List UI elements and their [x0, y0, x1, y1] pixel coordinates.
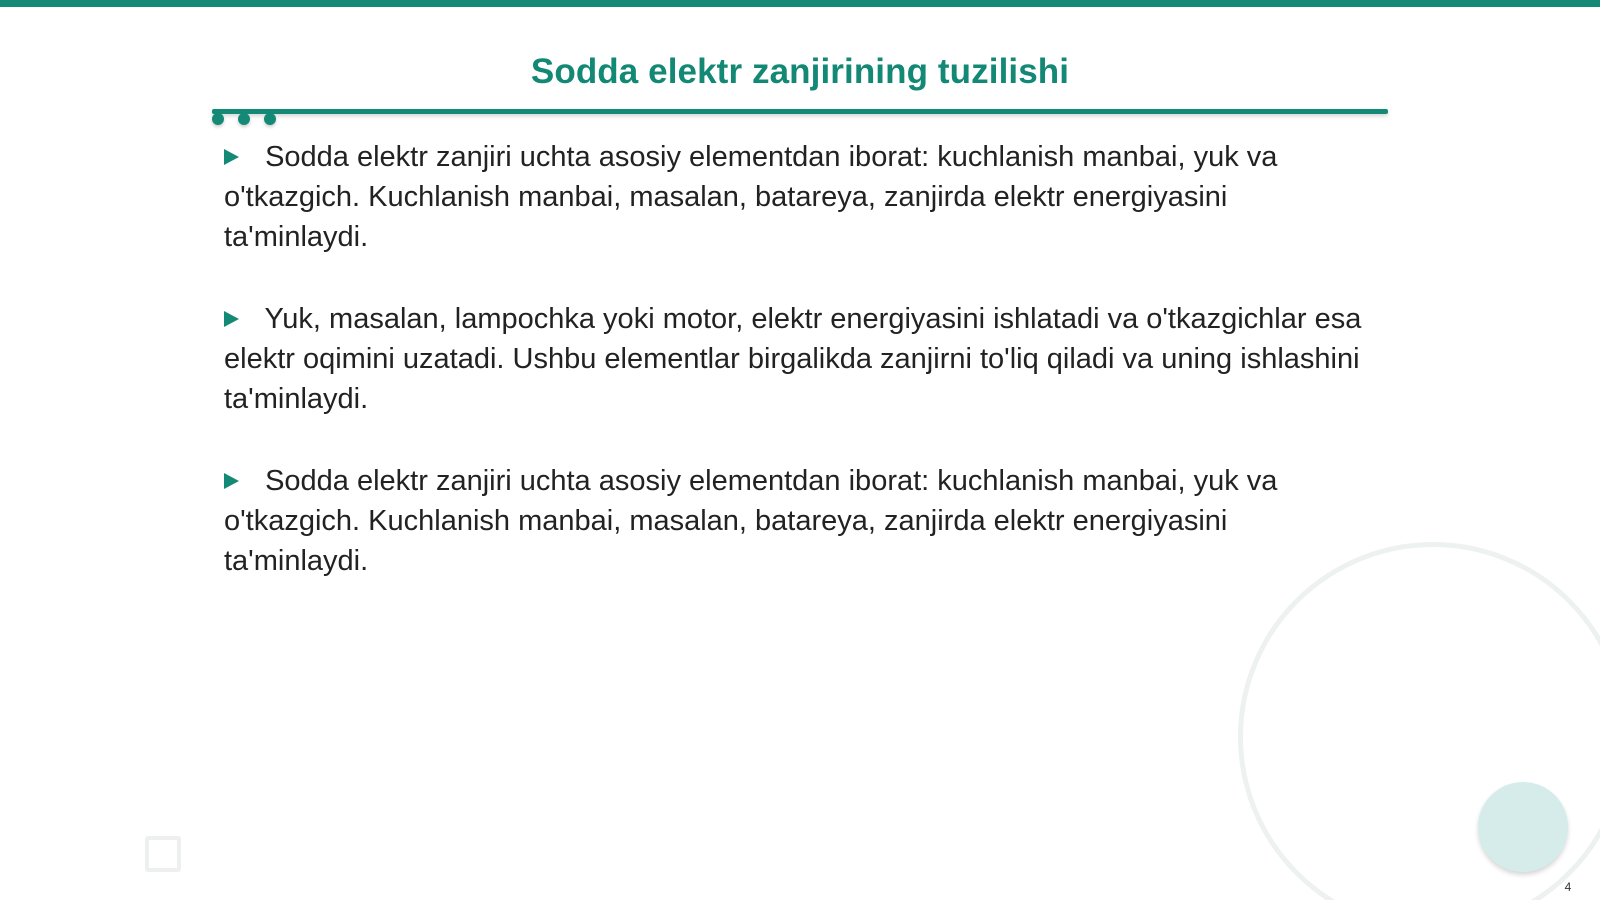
- triangle-right-icon: [224, 149, 239, 165]
- bullet-text: Sodda elektr zanjiri uchta asosiy elementdan iborat: kuchlanish manbai, yuk va o'tkazgich. Kuchlanish manbai, masalan, batareya, zanjirda elektr energiyasini ta'minlaydi.: [224, 141, 1278, 253]
- title-divider-dot-2: [238, 113, 250, 125]
- decorative-square: [145, 836, 181, 872]
- title-divider-dot-3: [264, 113, 276, 125]
- bullet-item: [224, 461, 1372, 581]
- triangle-right-icon: [224, 473, 239, 489]
- title-divider-dot-1: [212, 113, 224, 125]
- bullet-item: [224, 137, 1372, 257]
- slide-title: Sodda elektr zanjirining tuzilishi: [530, 52, 1070, 91]
- bullet-list: [224, 137, 1372, 623]
- triangle-right-icon: [224, 311, 239, 327]
- bullet-item: [224, 299, 1372, 419]
- page-number: 4: [1564, 880, 1572, 894]
- top-accent-bar: [0, 0, 1600, 7]
- decorative-circle: [1478, 782, 1568, 872]
- bullet-text: Sodda elektr zanjiri uchta asosiy elementdan iborat: kuchlanish manbai, yuk va o'tkazgich. Kuchlanish manbai, masalan, batareya, zanjirda elektr energiyasini ta'minlaydi.: [224, 465, 1278, 577]
- bullet-text: Yuk, masalan, lampochka yoki motor, elektr energiyasini ishlatadi va o'tkazgichlar esa elektr oqimini uzatadi. Ushbu elementlar birgalikda zanjirni to'liq qiladi va uning ishlashini ta'minlaydi.: [224, 303, 1362, 415]
- title-divider: [212, 109, 1388, 114]
